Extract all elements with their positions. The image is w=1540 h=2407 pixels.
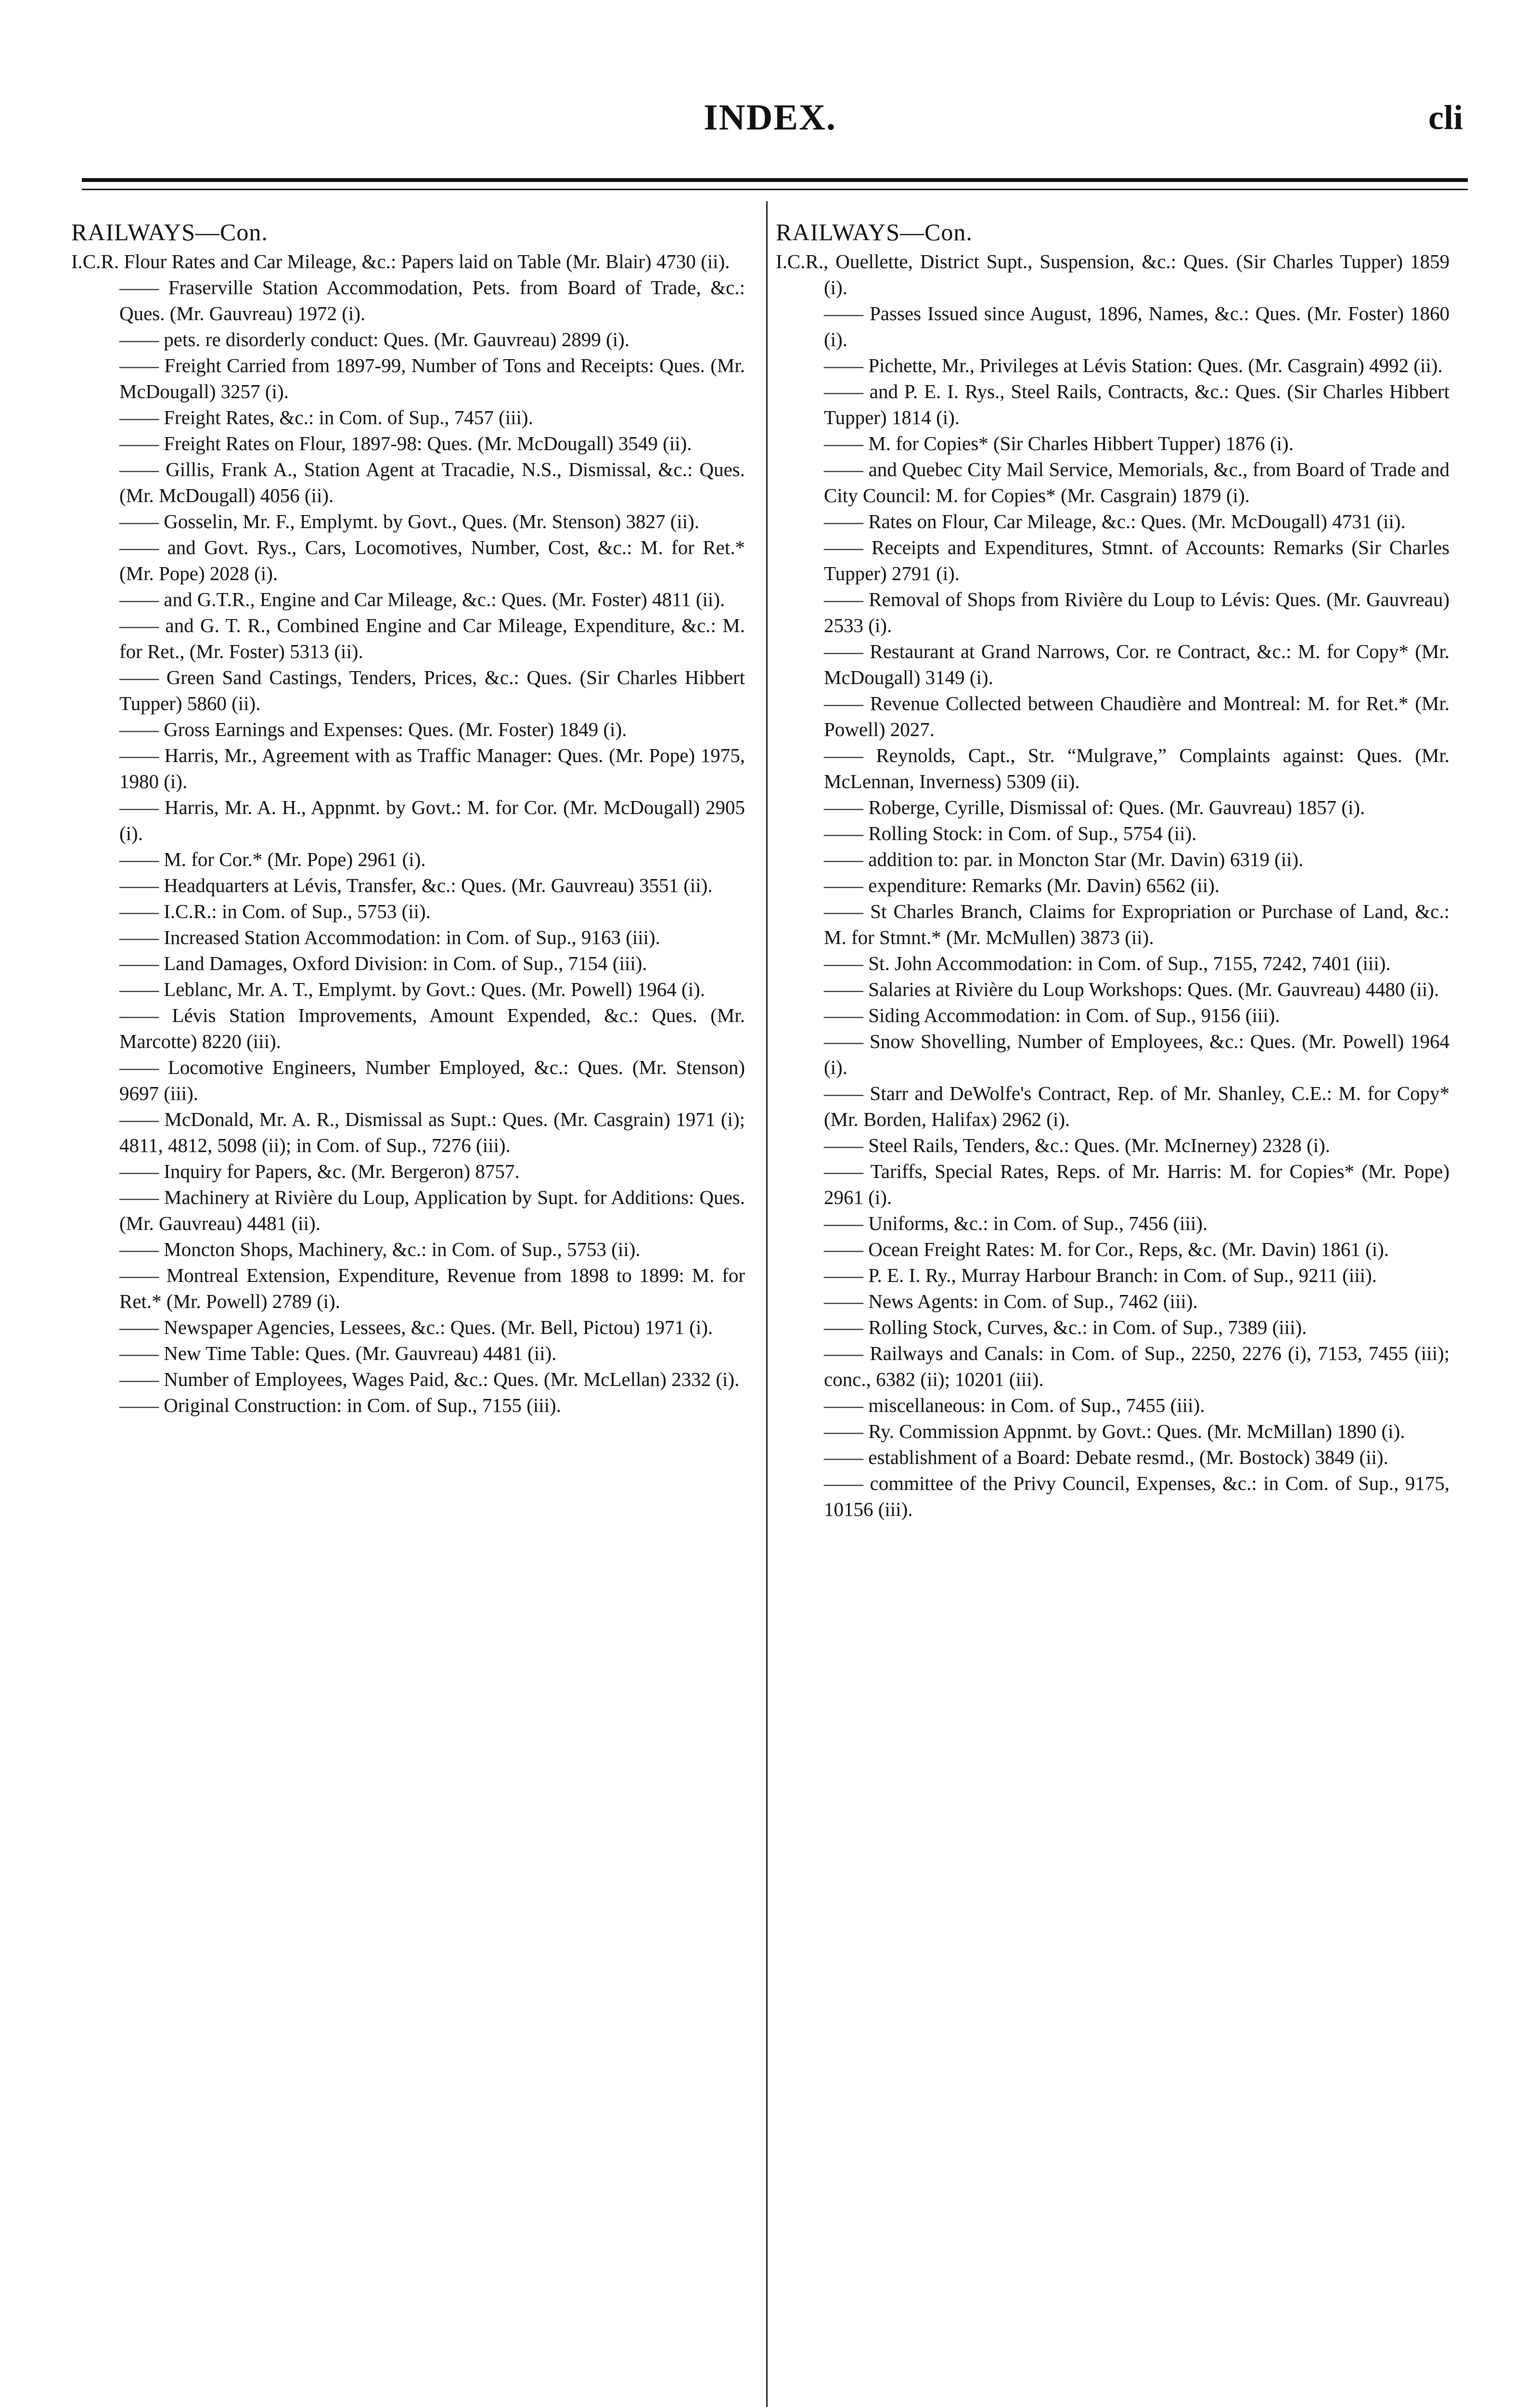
index-entry: I.C.R., Ouellette, District Supt., Suspension, &c.: Ques. (Sir Charles Tupper) 1859 (i). — [776, 250, 1450, 298]
index-entry: —— Roberge, Cyrille, Dismissal of: Ques. (Mr. Gauvreau) 1857 (i). — [824, 796, 1365, 818]
index-entry: —— miscellaneous: in Com. of Sup., 7455 (iii). — [824, 1394, 1205, 1416]
index-entry: —— Headquarters at Lévis, Transfer, &c.: Ques. (Mr. Gauvreau) 3551 (ii). — [119, 874, 713, 896]
index-entry: —— Gosselin, Mr. F., Emplymt. by Govt., Ques. (Mr. Stenson) 3827 (ii). — [119, 510, 700, 532]
index-entry: —— Starr and DeWolfe's Contract, Rep. of Mr. Shanley, C.E.: M. for Copy* (Mr. Borden, Halifax) 2962 (i). — [824, 1082, 1450, 1130]
index-entries — [71, 248, 745, 1418]
index-entry: —— P. E. I. Ry., Murray Harbour Branch: in Com. of Sup., 9211 (iii). — [824, 1264, 1377, 1286]
index-entry: I.C.R. Flour Rates and Car Mileage, &c.: Papers laid on Table (Mr. Blair) 4730 (ii). — [71, 250, 730, 272]
index-entry: —— establishment of a Board: Debate resmd., (Mr. Bostock) 3849 (ii). — [824, 1446, 1388, 1468]
index-entry: —— Montreal Extension, Expenditure, Revenue from 1898 to 1899: M. for Ret.* (Mr. Powell) 2789 (i). — [119, 1264, 745, 1312]
left-column — [71, 218, 745, 1418]
index-entry: —— Rates on Flour, Car Mileage, &c.: Ques. (Mr. McDougall) 4731 (ii). — [824, 510, 1406, 532]
index-entry: —— Machinery at Rivière du Loup, Application by Supt. for Additions: Ques. (Mr. Gauvreau) 4481 (ii). — [119, 1186, 745, 1234]
index-entry: —— addition to: par. in Moncton Star (Mr. Davin) 6319 (ii). — [824, 848, 1304, 870]
index-entry: —— Green Sand Castings, Tenders, Prices, &c.: Ques. (Sir Charles Hibbert Tupper) 5860 (ii). — [119, 666, 745, 714]
index-entry: —— Harris, Mr., Agreement with as Traffic Manager: Ques. (Mr. Pope) 1975, 1980 (i). — [119, 744, 745, 792]
index-entry: —— Fraserville Station Accommodation, Pets. from Board of Trade, &c.: Ques. (Mr. Gauvreau) 1972 (i). — [119, 276, 745, 324]
index-entry: —— Passes Issued since August, 1896, Names, &c.: Ques. (Mr. Foster) 1860 (i). — [824, 302, 1450, 350]
index-entry: —— McDonald, Mr. A. R., Dismissal as Supt.: Ques. (Mr. Casgrain) 1971 (i); 4811, 4812, 5098 (ii); in Com. of Sup., 7276 (iii). — [119, 1108, 745, 1156]
section-heading: RAILWAYS—Con. — [776, 219, 973, 246]
index-entry: —— Lévis Station Improvements, Amount Expended, &c.: Ques. (Mr. Marcotte) 8220 (iii). — [119, 1004, 745, 1052]
page-header — [0, 0, 1540, 183]
index-entry: —— Harris, Mr. A. H., Appnmt. by Govt.: M. for Cor. (Mr. McDougall) 2905 (i). — [119, 796, 745, 844]
index-entry: —— committee of the Privy Council, Expenses, &c.: in Com. of Sup., 9175, 10156 (iii). — [824, 1472, 1450, 1520]
index-entries — [776, 248, 1450, 1522]
index-entry: —— Rolling Stock: in Com. of Sup., 5754 (ii). — [824, 822, 1197, 844]
index-entry: —— Locomotive Engineers, Number Employed, &c.: Ques. (Mr. Stenson) 9697 (iii). — [119, 1056, 745, 1104]
index-entry: —— Freight Carried from 1897-99, Number of Tons and Receipts: Ques. (Mr. McDougall) 3257 (i). — [119, 354, 745, 402]
column-divider — [766, 201, 768, 2407]
index-entry: —— Removal of Shops from Rivière du Loup to Lévis: Ques. (Mr. Gauvreau) 2533 (i). — [824, 588, 1450, 636]
index-entry: —— News Agents: in Com. of Sup., 7462 (iii). — [824, 1290, 1198, 1312]
page-number: cli — [1428, 98, 1463, 137]
header-rule-thin — [82, 189, 1468, 190]
page-title: INDEX. — [704, 97, 836, 138]
index-entry: —— M. for Cor.* (Mr. Pope) 2961 (i). — [119, 848, 426, 870]
index-entry: —— Land Damages, Oxford Division: in Com. of Sup., 7154 (iii). — [119, 952, 647, 974]
index-entry: —— expenditure: Remarks (Mr. Davin) 6562 (ii). — [824, 874, 1220, 896]
index-entry: —— and G.T.R., Engine and Car Mileage, &c.: Ques. (Mr. Foster) 4811 (ii). — [119, 588, 725, 610]
index-entry: —— and G. T. R., Combined Engine and Car Mileage, Expenditure, &c.: M. for Ret., (Mr. Foster) 5313 (ii). — [119, 614, 745, 662]
index-entry: —— Steel Rails, Tenders, &c.: Ques. (Mr. McInerney) 2328 (i). — [824, 1134, 1330, 1156]
index-entry: —— Freight Rates, &c.: in Com. of Sup., 7457 (iii). — [119, 406, 533, 428]
index-entry: —— Snow Shovelling, Number of Employees, &c.: Ques. (Mr. Powell) 1964 (i). — [824, 1030, 1450, 1078]
index-entry: —— Inquiry for Papers, &c. (Mr. Bergeron) 8757. — [119, 1160, 520, 1182]
index-entry: —— Newspaper Agencies, Lessees, &c.: Ques. (Mr. Bell, Pictou) 1971 (i). — [119, 1316, 713, 1338]
index-entry: —— Uniforms, &c.: in Com. of Sup., 7456 (iii). — [824, 1212, 1208, 1234]
index-entry: —— Tariffs, Special Rates, Reps. of Mr. Harris: M. for Copies* (Mr. Pope) 2961 (i). — [824, 1160, 1450, 1208]
index-entry: —— Original Construction: in Com. of Sup., 7155 (iii). — [119, 1394, 561, 1416]
index-entry: —— Leblanc, Mr. A. T., Emplymt. by Govt.: Ques. (Mr. Powell) 1964 (i). — [119, 978, 705, 1000]
index-entry: —— and P. E. I. Rys., Steel Rails, Contracts, &c.: Ques. (Sir Charles Hibbert Tupper) 1814 (i). — [824, 380, 1450, 428]
header-rule-thick — [82, 178, 1468, 182]
index-entry: —— St Charles Branch, Claims for Expropriation or Purchase of Land, &c.: M. for Stmnt.* (Mr. McMullen) 3873 (ii). — [824, 900, 1450, 948]
index-entry: —— Gross Earnings and Expenses: Ques. (Mr. Foster) 1849 (i). — [119, 718, 627, 740]
index-entry: —— M. for Copies* (Sir Charles Hibbert Tupper) 1876 (i). — [824, 432, 1294, 454]
index-entry: —— and Quebec City Mail Service, Memorials, &c., from Board of Trade and City Council: M. for Copies* (Mr. Casgrain) 1879 (i). — [824, 458, 1450, 506]
index-entry: —— Receipts and Expenditures, Stmnt. of Accounts: Remarks (Sir Charles Tupper) 2791 (i). — [824, 536, 1450, 584]
index-entry: —— pets. re disorderly conduct: Ques. (Mr. Gauvreau) 2899 (i). — [119, 328, 630, 350]
index-entry: —— Ocean Freight Rates: M. for Cor., Reps, &c. (Mr. Davin) 1861 (i). — [824, 1238, 1389, 1260]
index-entry: —— Reynolds, Capt., Str. “Mulgrave,” Complaints against: Ques. (Mr. McLennan, Inverness) 5309 (ii). — [824, 744, 1450, 792]
right-column — [776, 218, 1450, 1522]
index-entry: —— Siding Accommodation: in Com. of Sup., 9156 (iii). — [824, 1004, 1280, 1026]
index-entry: —— Gillis, Frank A., Station Agent at Tracadie, N.S., Dismissal, &c.: Ques. (Mr. McDougall) 4056 (ii). — [119, 458, 745, 506]
section-heading: RAILWAYS—Con. — [71, 219, 268, 246]
index-entry: —— Number of Employees, Wages Paid, &c.: Ques. (Mr. McLellan) 2332 (i). — [119, 1368, 740, 1390]
index-entry: —— New Time Table: Ques. (Mr. Gauvreau) 4481 (ii). — [119, 1342, 557, 1364]
index-entry: —— Salaries at Rivière du Loup Workshops: Ques. (Mr. Gauvreau) 4480 (ii). — [824, 978, 1439, 1000]
index-entry: —— St. John Accommodation: in Com. of Sup., 7155, 7242, 7401 (iii). — [824, 952, 1391, 974]
index-entry: —— Moncton Shops, Machinery, &c.: in Com. of Sup., 5753 (ii). — [119, 1238, 641, 1260]
index-entry: —— Revenue Collected between Chaudière and Montreal: M. for Ret.* (Mr. Powell) 2027. — [824, 692, 1450, 740]
index-entry: —— I.C.R.: in Com. of Sup., 5753 (ii). — [119, 900, 431, 922]
index-entry: —— Restaurant at Grand Narrows, Cor. re Contract, &c.: M. for Copy* (Mr. McDougall) 3149 (i). — [824, 640, 1450, 688]
index-entry: —— Increased Station Accommodation: in Com. of Sup., 9163 (iii). — [119, 926, 660, 948]
index-entry: —— Railways and Canals: in Com. of Sup., 2250, 2276 (i), 7153, 7455 (iii); conc., 6382 (ii); 10201 (iii). — [824, 1342, 1450, 1390]
index-entry: —— Freight Rates on Flour, 1897-98: Ques. (Mr. McDougall) 3549 (ii). — [119, 432, 692, 454]
index-entry: —— and Govt. Rys., Cars, Locomotives, Number, Cost, &c.: M. for Ret.* (Mr. Pope) 2028 (i). — [119, 536, 745, 584]
index-entry: —— Rolling Stock, Curves, &c.: in Com. of Sup., 7389 (iii). — [824, 1316, 1307, 1338]
index-entry: —— Ry. Commission Appnmt. by Govt.: Ques. (Mr. McMillan) 1890 (i). — [824, 1420, 1405, 1442]
index-entry: —— Pichette, Mr., Privileges at Lévis Station: Ques. (Mr. Casgrain) 4992 (ii). — [824, 354, 1443, 376]
